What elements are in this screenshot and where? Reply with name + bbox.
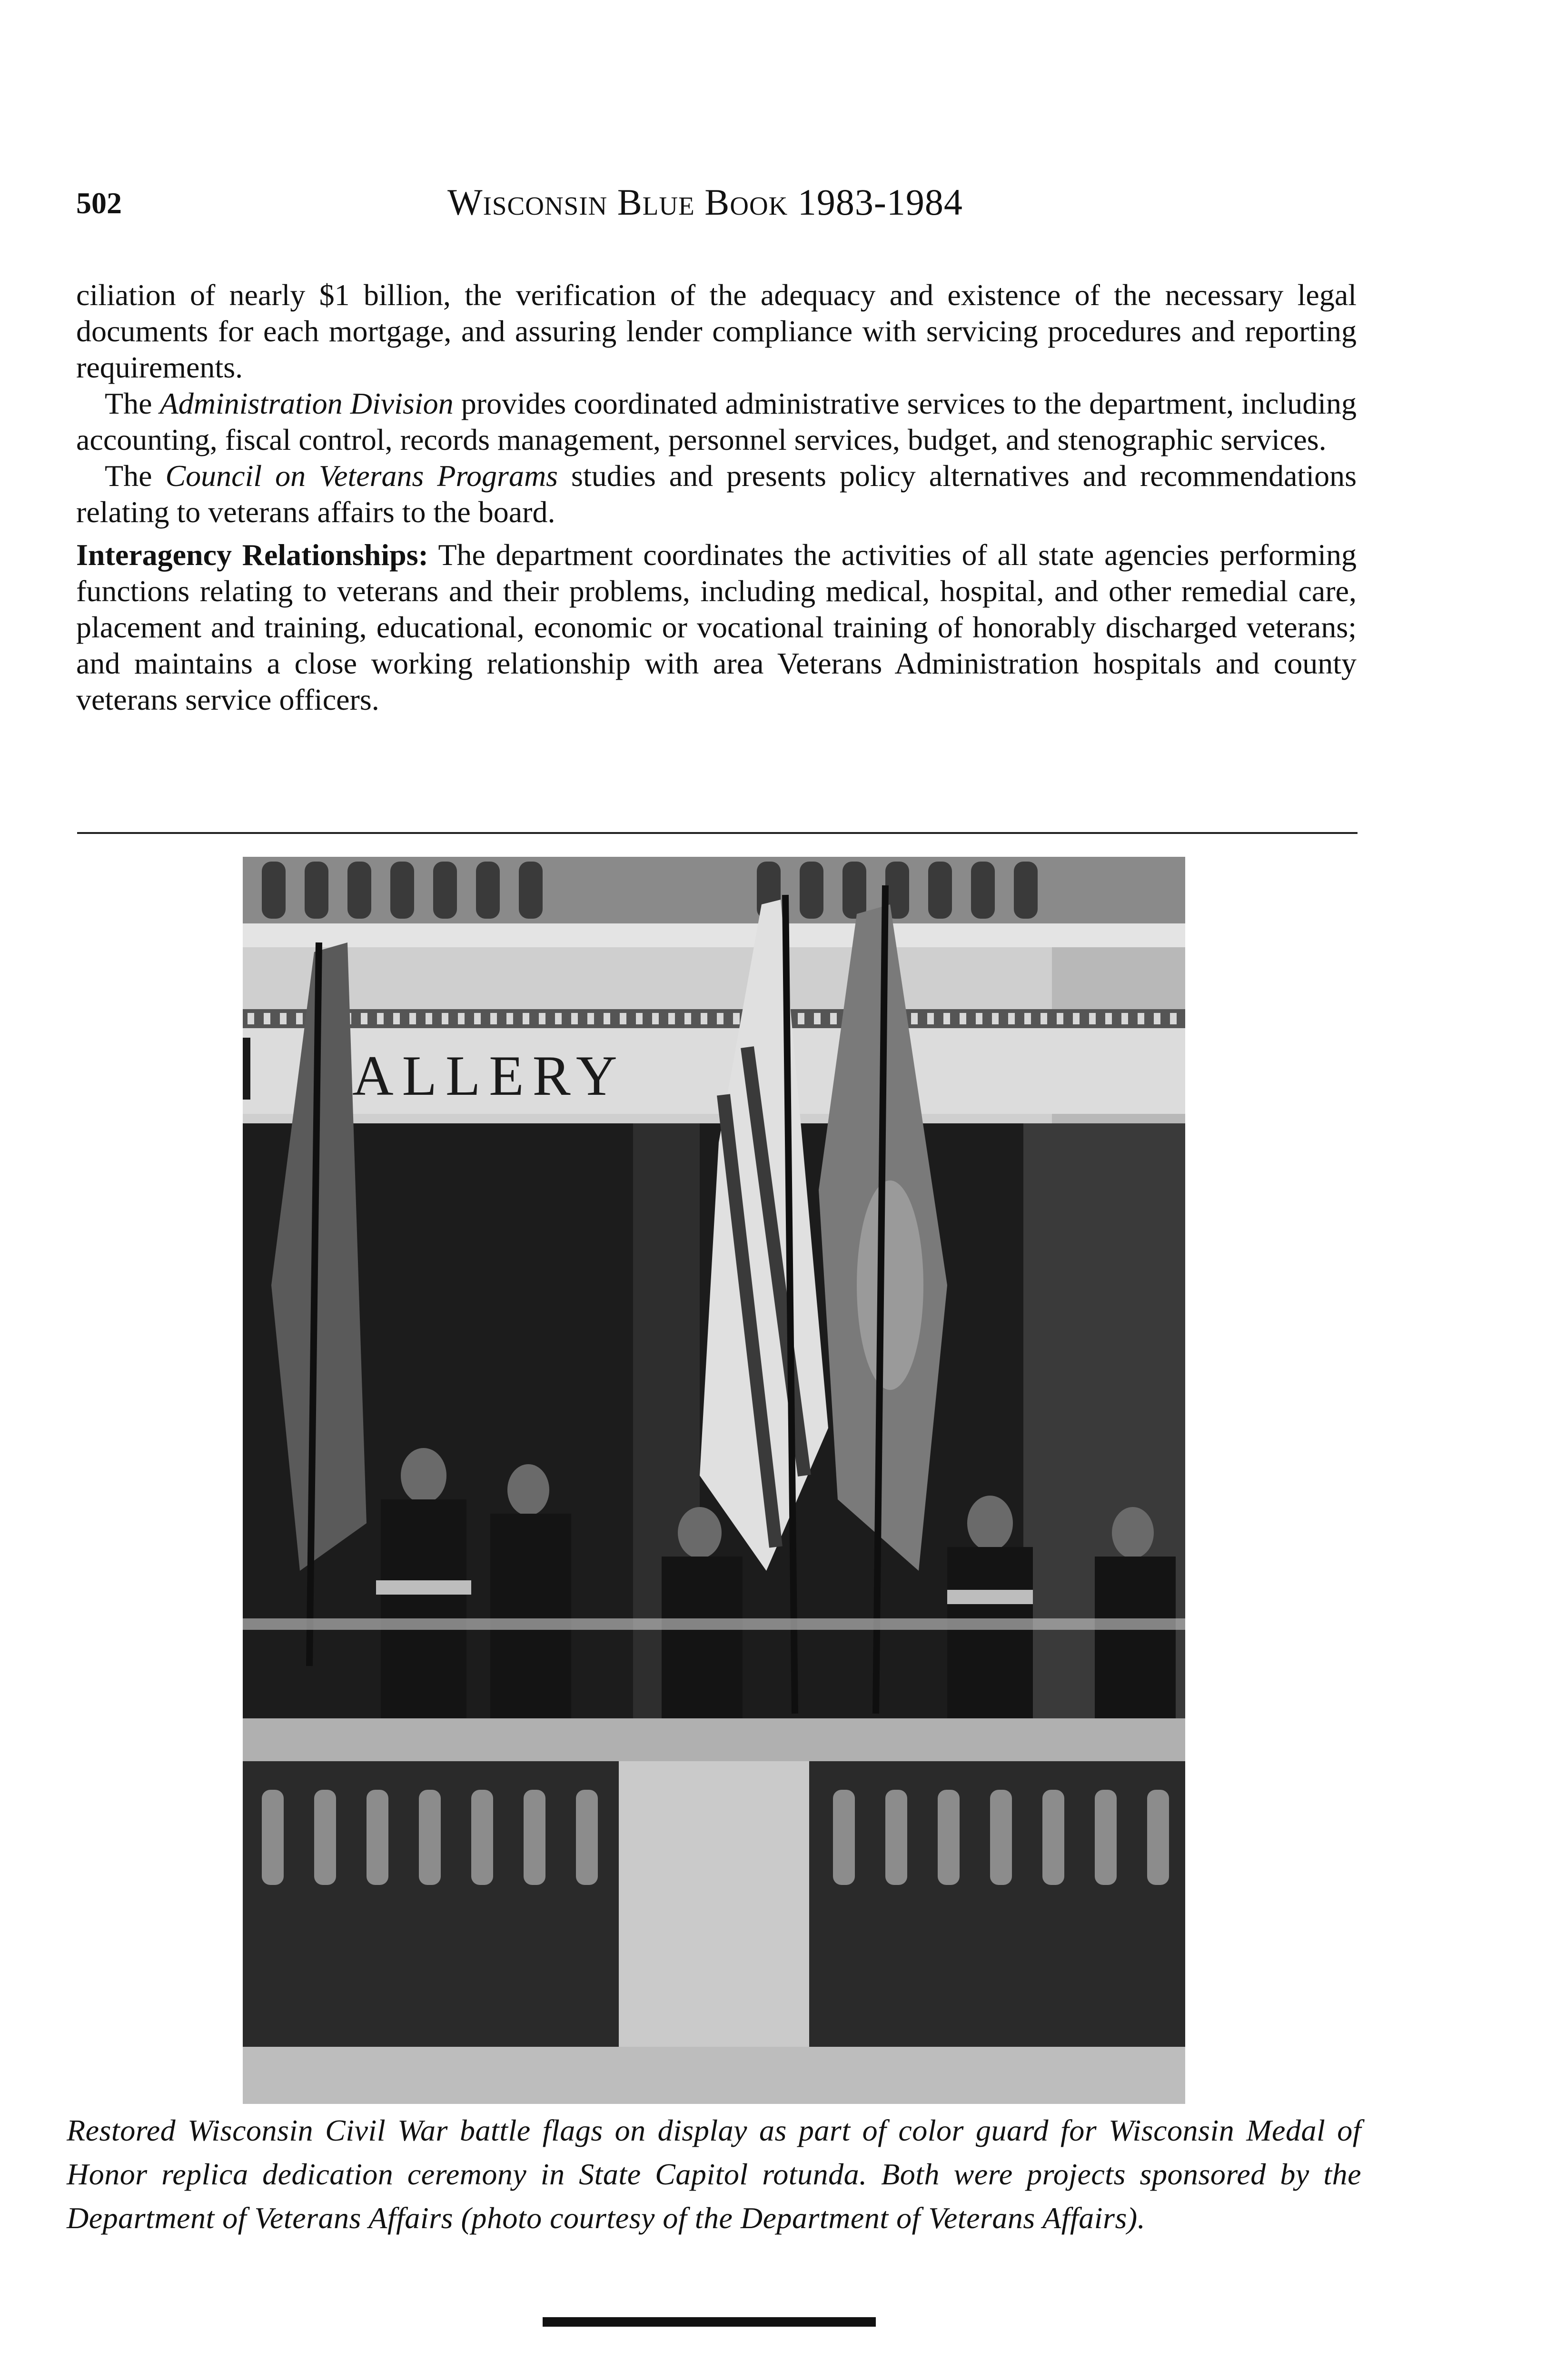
section-heading: Interagency Relationships: bbox=[76, 538, 428, 572]
administration-division-term: Administration Division bbox=[159, 387, 454, 420]
paragraph-text: studies and presents policy alternatives and recommendations relating to veterans affairs to the board. bbox=[76, 459, 1357, 529]
photo-caption: Restored Wisconsin Civil War battle flags on display as part of color guard for Wisconsin Medal of Honor replica dedication ceremony in State Capitol rotunda. Both were projects sponsored by the Department of Veterans Affairs (photo courtesy of the Department of Veterans Affairs). bbox=[67, 2113, 1361, 2235]
council-term: Council on Veterans Programs bbox=[165, 459, 558, 493]
battle-flags-photo bbox=[243, 857, 1185, 2104]
paragraph-text: provides coordinated administrative services to the department, including accounting, fiscal control, records management, personnel services, budget, and stenographic services. bbox=[76, 387, 1357, 456]
end-rule bbox=[543, 2317, 876, 2327]
divider-rule bbox=[77, 832, 1358, 834]
running-head: Wisconsin Blue Book 1983-1984 bbox=[447, 181, 963, 223]
balcony-rail bbox=[243, 1718, 1185, 1761]
top-balustrade bbox=[243, 857, 1185, 923]
page-number: 502 bbox=[76, 186, 122, 220]
paragraph-interagency bbox=[76, 537, 1357, 718]
paragraph-mortgage: ciliation of nearly $1 billion, the verification of the adequacy and existence of the necessary legal documents for each mortgage, and assuring lender compliance with servicing procedures and reporting requirements. bbox=[76, 278, 1357, 384]
photo-illustration bbox=[243, 857, 1185, 2104]
body-text bbox=[76, 277, 1357, 718]
paragraph-text: The bbox=[105, 387, 160, 420]
paragraph-administration-division bbox=[76, 386, 1357, 458]
gallery-sign-text: ALLERY bbox=[352, 1044, 626, 1107]
paragraph-council bbox=[76, 458, 1357, 530]
paragraph-text: The department coordinates the activities of all state agencies performing functions relating to veterans and their problems, including medical, hospital, and other remedial care, placement and training, educational, economic or vocational training of honorably discharged veterans; and maintains a close working relationship with area Veterans Administration hospitals and county veterans service officers. bbox=[76, 538, 1357, 716]
paragraph-text: The bbox=[105, 459, 166, 493]
